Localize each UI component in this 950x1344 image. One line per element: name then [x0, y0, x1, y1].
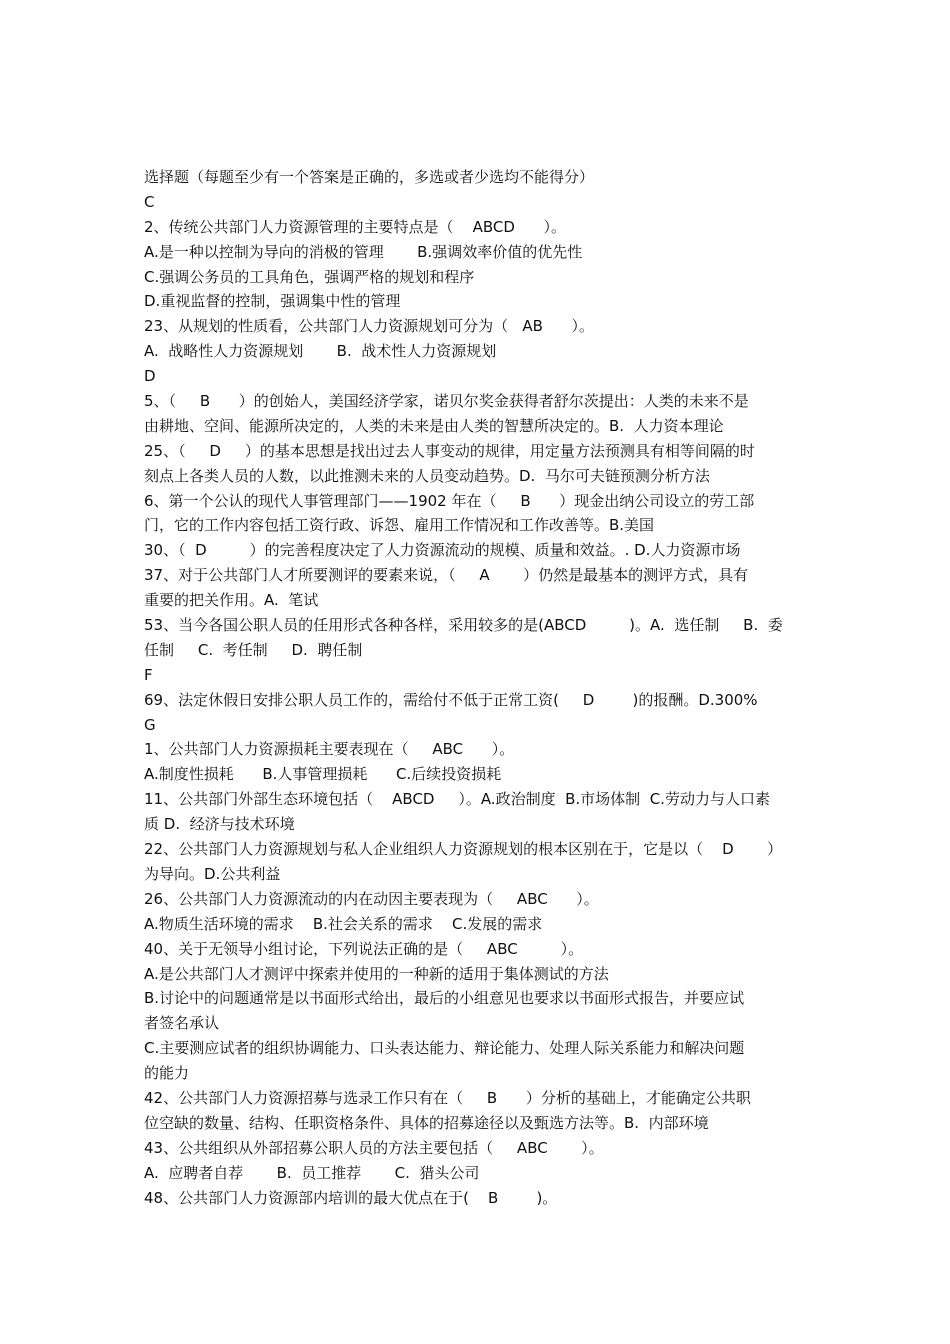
- text-line: 为导向。D.公共利益: [144, 864, 281, 883]
- text-line: 质 D. 经济与技术环境: [144, 815, 295, 834]
- text-line: 1、公共部门人力资源损耗主要表现在（ ABC ）。: [144, 740, 515, 759]
- text-line: 53、当今各国公职人员的任用形式各种各样，采用较多的是(ABCD )。A. 选任制 B. 委: [144, 616, 783, 635]
- text-line: B.讨论中的问题通常是以书面形式给出，最后的小组意见也要求以书面形式报告，并要应试: [144, 989, 745, 1008]
- text-line: 重要的把关作用。A. 笔试: [144, 591, 319, 610]
- text-line: A. 应聘者自荐 B. 员工推荐 C. 猎头公司: [144, 1163, 480, 1182]
- text-line: D.重视监督的控制，强调集中性的管理: [144, 292, 401, 311]
- text-line: 48、公共部门人力资源部内培训的最大优点在于( B )。: [144, 1188, 558, 1207]
- text-line: 26、公共部门人力资源流动的内在动因主要表现为（ ABC ）。: [144, 889, 599, 908]
- text-line: C: [144, 192, 155, 211]
- text-line: 43、公共组织从外部招募公职人员的方法主要包括（ ABC ）。: [144, 1138, 604, 1157]
- text-line: 37、对于公共部门人才所要测评的要素来说，（ A ）仍然是最基本的测评方式，具有: [144, 566, 749, 585]
- text-line: 的能力: [144, 1064, 190, 1083]
- text-line: 23、从规划的性质看，公共部门人力资源规划可分为（ AB ）。: [144, 317, 595, 336]
- text-line: C.主要测应试者的组织协调能力、口头表达能力、辩论能力、处理人际关系能力和解决问题: [144, 1039, 745, 1058]
- text-line: 40、关于无领导小组讨论，下列说法正确的是（ ABC ）。: [144, 939, 584, 958]
- text-line: A.物质生活环境的需求 B.社会关系的需求 C.发展的需求: [144, 914, 543, 933]
- document-page: [144, 165, 810, 1210]
- text-line: A.制度性损耗 B.人事管理损耗 C.后续投资损耗: [144, 765, 502, 784]
- text-line: 由耕地、空间、能源所决定的，人类的未来是由人类的智慧所决定的。B. 人力资本理论: [144, 416, 724, 435]
- text-line: 42、公共部门人力资源招募与选录工作只有在（ B ）分析的基础上，才能确定公共职: [144, 1088, 751, 1107]
- text-line: 30、（ D ）的完善程度决定了人力资源流动的规模、质量和效益。. D.人力资源市场: [144, 541, 741, 560]
- text-line: 任制 C. 考任制 D. 聘任制: [144, 640, 363, 659]
- text-line: D: [144, 367, 156, 386]
- text-line: 69、法定休假日安排公职人员工作的，需给付不低于正常工资( D )的报酬。D.300%: [144, 690, 758, 709]
- text-line: 6、第一个公认的现代人事管理部门——1902 年在（ B ）现金出纳公司设立的劳工部: [144, 491, 755, 510]
- text-line: 刻点上各类人员的人数，以此推测未来的人员变动趋势。D. 马尔可夫链预测分析方法: [144, 466, 710, 485]
- text-line: 25、（ D ）的基本思想是找出过去人事变动的规律，用定量方法预测具有相等间隔的时: [144, 441, 755, 460]
- text-line: A. 战略性人力资源规划 B. 战术性人力资源规划: [144, 342, 497, 361]
- text-line: A.是一种以控制为导向的消极的管理 B.强调效率价值的优先性: [144, 242, 583, 261]
- text-line: 5、（ B ）的创始人，美国经济学家，诺贝尔奖金获得者舒尔茨提出：人类的未来不是: [144, 392, 749, 411]
- text-line: 22、公共部门人力资源规划与私人企业组织人力资源规划的根本区别在于，它是以（ D ）: [144, 840, 783, 859]
- text-line: F: [144, 665, 153, 684]
- text-line: 位空缺的数量、结构、任职资格条件、具体的招募途径以及甄选方法等。B. 内部环境: [144, 1113, 709, 1132]
- text-line: 2、传统公共部门人力资源管理的主要特点是（ ABCD ）。: [144, 217, 567, 236]
- text-line: 选择题（每题至少有一个答案是正确的，多选或者少选均不能得分）: [144, 168, 595, 186]
- text-line: 11、公共部门外部生态环境包括（ ABCD ）。A.政治制度 B.市场体制 C.劳动力与人口素: [144, 790, 770, 809]
- text-line: C.强调公务员的工具角色，强调严格的规划和程序: [144, 267, 475, 286]
- text-line: G: [144, 715, 156, 734]
- text-line: 门，它的工作内容包括工资行政、诉怨、雇用工作情况和工作改善等。B.美国: [144, 516, 655, 535]
- text-line: A.是公共部门人才测评中探索并使用的一种新的适用于集体测试的方法: [144, 964, 609, 983]
- text-line: 者签名承认: [144, 1014, 220, 1033]
